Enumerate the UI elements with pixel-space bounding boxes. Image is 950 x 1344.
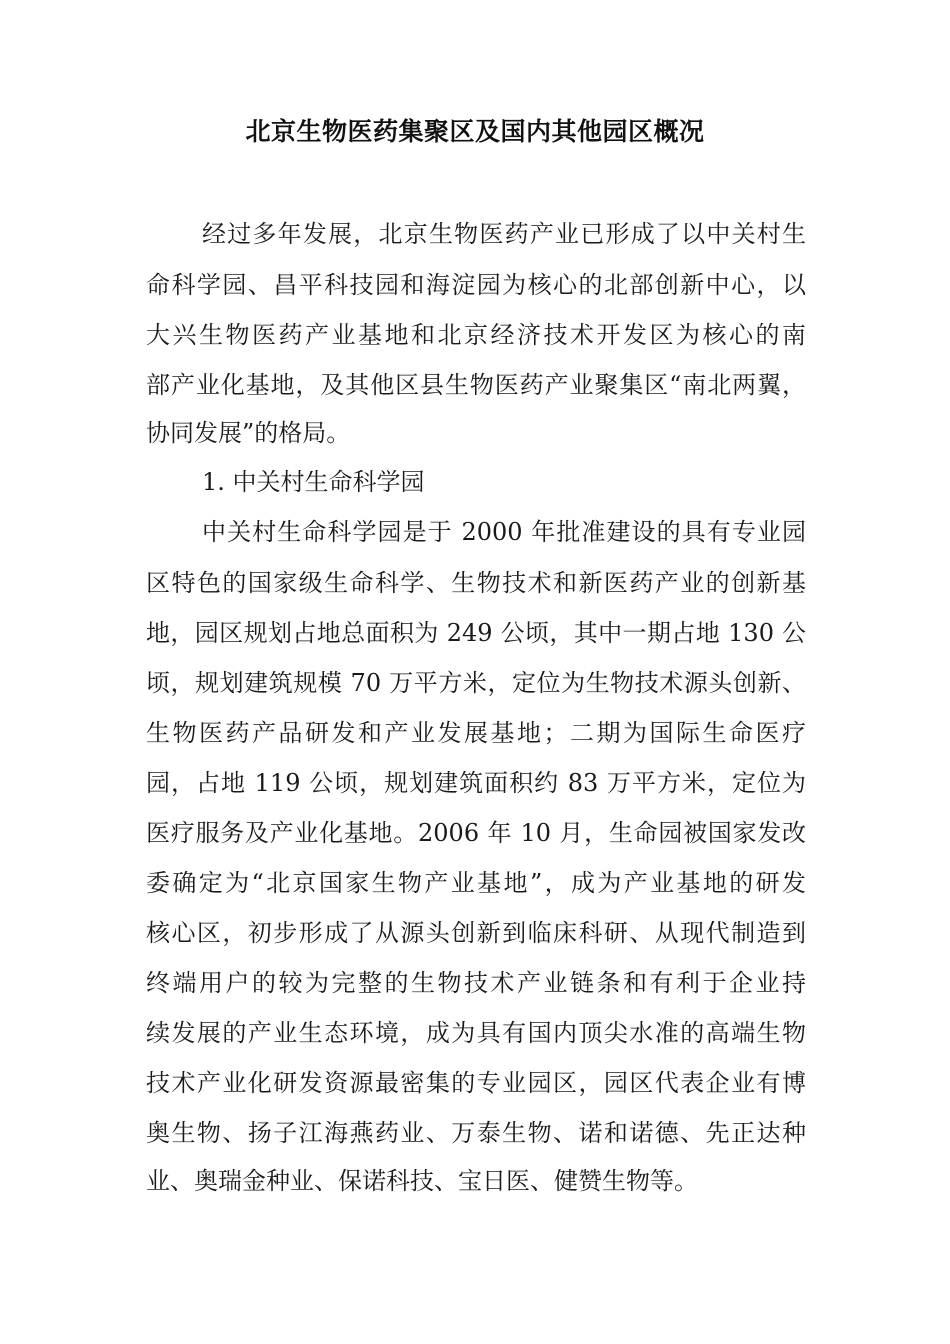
paragraph-2-line-9: 核心区，初步形成了从源头创新到临床科研、从现代制造到 <box>146 919 806 947</box>
paragraph-2-line-3: 地，园区规划占地总面积为 249 公顷，其中一期占地 130 公 <box>146 619 806 647</box>
paragraph-2-line-13: 奥生物、扬子江海燕药业、万泰生物、诺和诺德、先正达种 <box>146 1119 806 1147</box>
paragraph-2-line-6: 园，占地 119 公顷，规划建筑面积约 83 万平方米，定位为 <box>146 769 806 797</box>
paragraph-2-line-4: 顷，规划建筑规模 70 万平方米，定位为生物技术源头创新、 <box>146 669 806 697</box>
paragraph-2-line-10: 终端用户的较为完整的生物技术产业链条和有利于企业持 <box>146 969 806 997</box>
paragraph-2-line-14: 业、奥瑞金种业、保诺科技、宝日医、健赞生物等。 <box>146 1167 698 1195</box>
paragraph-2-line-1: 中关村生命科学园是于 2000 年批准建设的具有专业园 <box>202 518 806 546</box>
document-title: 北京生物医药集聚区及国内其他园区概况 <box>245 117 705 146</box>
paragraph-1-line-1: 经过多年发展，北京生物医药产业已形成了以中关村生 <box>202 220 806 248</box>
paragraph-2-line-7: 医疗服务及产业化基地。2006 年 10 月，生命园被国家发改 <box>146 819 806 847</box>
paragraph-2-line-8: 委确定为“北京国家生物产业基地”，成为产业基地的研发 <box>146 869 806 897</box>
paragraph-1-line-2: 命科学园、昌平科技园和海淀园为核心的北部创新中心，以 <box>146 271 806 299</box>
paragraph-1-line-4: 部产业化基地，及其他区县生物医药产业聚集区“南北两翼， <box>146 371 806 399</box>
paragraph-2-line-11: 续发展的产业生态环境，成为具有国内顶尖水准的高端生物 <box>146 1019 806 1047</box>
paragraph-2-line-2: 区特色的国家级生命科学、生物技术和新医药产业的创新基 <box>146 569 806 597</box>
paragraph-2-line-5: 生物医药产品研发和产业发展基地；二期为国际生命医疗 <box>146 719 806 747</box>
paragraph-1-line-5: 协同发展”的格局。 <box>146 419 351 447</box>
paragraph-2-line-12: 技术产业化研发资源最密集的专业园区，园区代表企业有博 <box>146 1069 806 1097</box>
paragraph-1-line-3: 大兴生物医药产业基地和北京经济技术开发区为核心的南 <box>146 321 806 349</box>
section-heading-1: 1. 中关村生命科学园 <box>202 468 425 496</box>
